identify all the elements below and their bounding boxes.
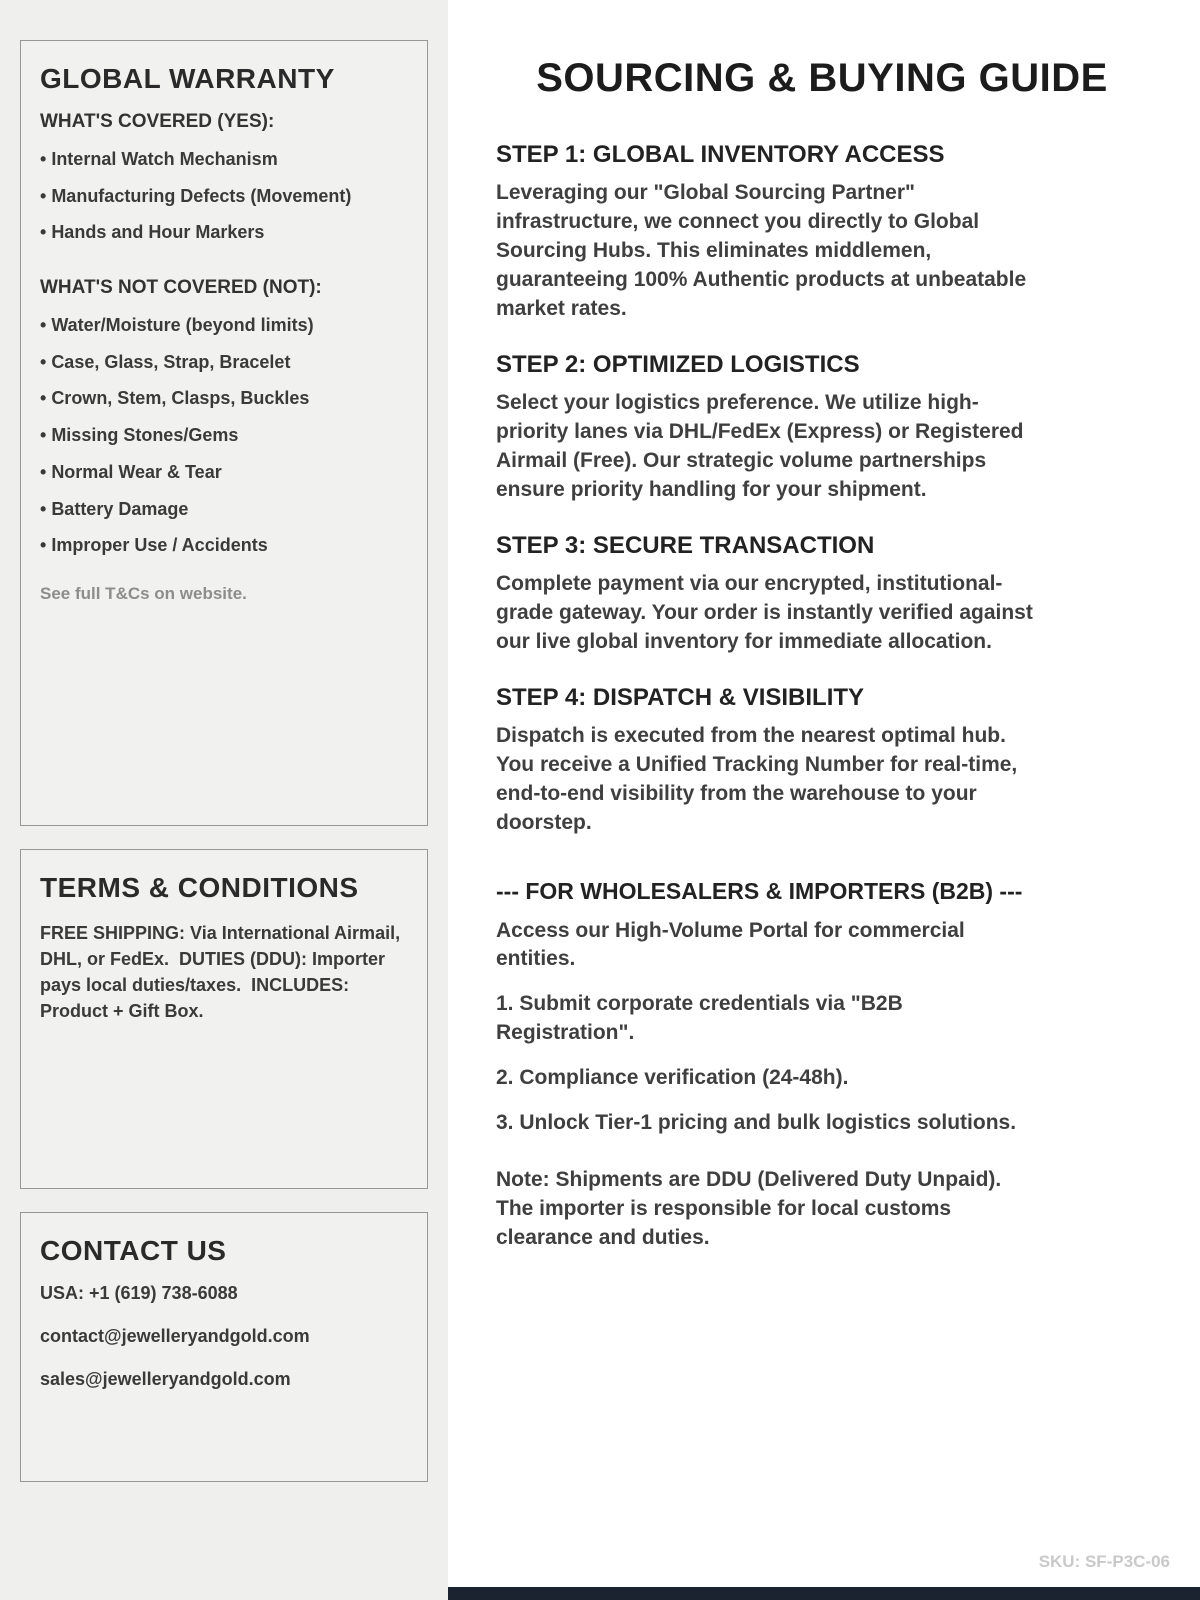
b2b-intro: Access our High-Volume Portal for commercial entities. xyxy=(496,918,965,971)
b2b-section xyxy=(496,878,1148,1254)
terms-body: FREE SHIPPING: Via International Airmail, DHL, or FedEx. DUTIES (DDU): Importer pays local duties/taxes. INCLUDES: Product + Gift Box. xyxy=(40,923,406,1022)
list-item: • Hands and Hour Markers xyxy=(40,222,408,243)
terms-title: TERMS & CONDITIONS xyxy=(40,872,359,903)
b2b-note: Note: Shipments are DDU (Delivered Duty Unpaid). The importer is responsible for local customs clearance and duties. xyxy=(496,1168,1002,1250)
page-title: SOURCING & BUYING GUIDE xyxy=(536,56,1108,100)
step-4 xyxy=(496,684,1148,838)
contact-email-primary: contact@jewelleryandgold.com xyxy=(40,1326,310,1346)
b2b-heading: --- FOR WHOLESALERS & IMPORTERS (B2B) --- xyxy=(496,877,1023,904)
covered-list xyxy=(40,149,408,243)
list-item: • Crown, Stem, Clasps, Buckles xyxy=(40,388,408,409)
step-2-heading: STEP 2: OPTIMIZED LOGISTICS xyxy=(496,350,860,378)
step-4-heading: STEP 4: DISPATCH & VISIBILITY xyxy=(496,683,865,711)
warranty-title: GLOBAL WARRANTY xyxy=(40,63,335,94)
contact-phone: USA: +1 (619) 738-6088 xyxy=(40,1283,238,1303)
step-1-heading: STEP 1: GLOBAL INVENTORY ACCESS xyxy=(496,141,945,168)
step-2-body: Select your logistics preference. We utilize high-priority lanes via DHL/FedEx (Express) or Registered Airmail (Free). Our strategic volume partnerships ensure priority handling for your shipment. xyxy=(496,390,1024,501)
contact-panel xyxy=(20,1212,428,1482)
global-warranty-panel xyxy=(20,40,428,826)
contact-email-sales: sales@jewelleryandgold.com xyxy=(40,1369,291,1389)
step-1 xyxy=(496,141,1148,324)
not-covered-list xyxy=(40,315,408,556)
step-1-body: Leveraging our "Global Sourcing Partner" infrastructure, we connect you directly to Global Sourcing Hubs. This eliminates middlemen, guaranteeing 100% Authentic products at unbeatable market rates. xyxy=(496,181,1027,320)
warranty-footnote: See full T&Cs on website. xyxy=(40,583,247,603)
list-item: • Case, Glass, Strap, Bracelet xyxy=(40,352,408,373)
main-content xyxy=(448,0,1200,1600)
bottom-bar xyxy=(448,1587,1200,1600)
covered-title: WHAT'S COVERED (YES): xyxy=(40,111,275,132)
list-item: • Battery Damage xyxy=(40,499,408,520)
not-covered-title: WHAT'S NOT COVERED (NOT): xyxy=(40,277,322,299)
sidebar xyxy=(0,0,448,1600)
list-item: • Improper Use / Accidents xyxy=(40,535,408,556)
list-item: • Manufacturing Defects (Movement) xyxy=(40,186,408,207)
sku-label: SKU: SF-P3C-06 xyxy=(1038,1552,1170,1571)
step-3-heading: STEP 3: SECURE TRANSACTION xyxy=(496,531,875,559)
list-item: • Water/Moisture (beyond limits) xyxy=(40,315,408,336)
terms-panel xyxy=(20,849,428,1189)
step-3 xyxy=(496,532,1148,657)
b2b-item-1: 1. Submit corporate credentials via "B2B Registration". xyxy=(496,992,903,1045)
b2b-item-2: 2. Compliance verification (24-48h). xyxy=(496,1066,849,1090)
step-3-body: Complete payment via our encrypted, institutional-grade gateway. Your order is instantly verified against our live global inventory for immediate allocation. xyxy=(496,571,1033,653)
step-4-body: Dispatch is executed from the nearest optimal hub. You receive a Unified Tracking Number for real-time, end-to-end visibility from the warehouse to your doorstep. xyxy=(496,723,1018,834)
list-item: • Missing Stones/Gems xyxy=(40,425,408,446)
list-item: • Internal Watch Mechanism xyxy=(40,149,408,170)
step-2 xyxy=(496,351,1148,505)
list-item: • Normal Wear & Tear xyxy=(40,462,408,483)
b2b-item-3: 3. Unlock Tier-1 pricing and bulk logistics solutions. xyxy=(496,1111,1017,1135)
contact-title: CONTACT US xyxy=(40,1235,227,1266)
